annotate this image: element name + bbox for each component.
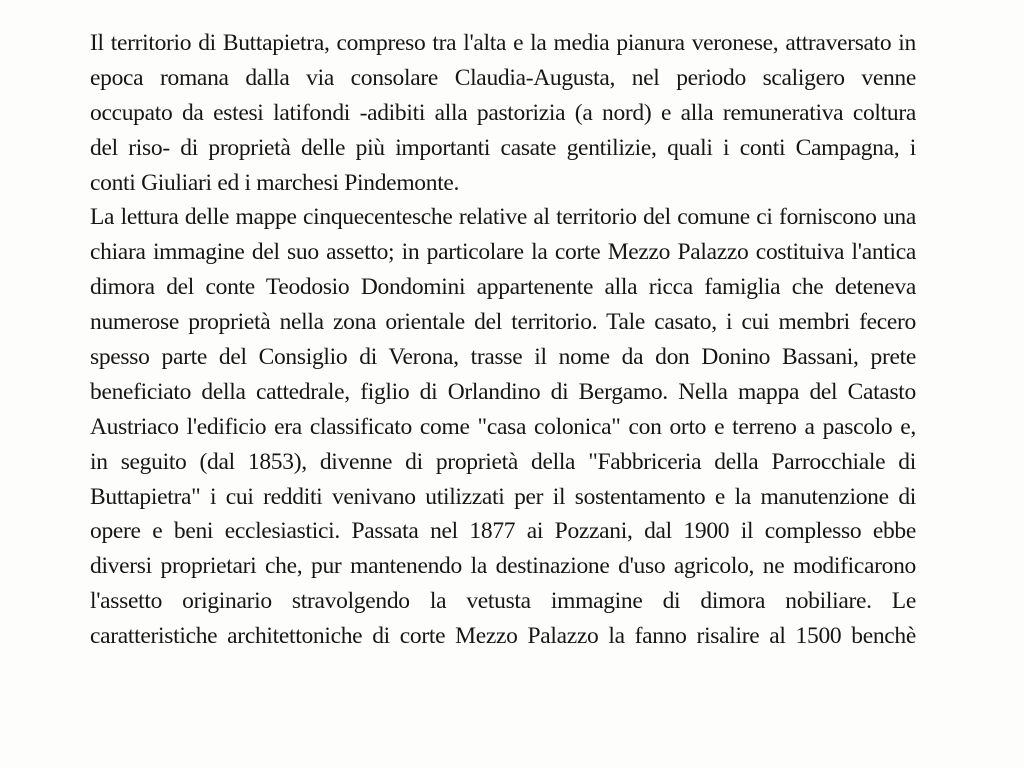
text-line: La lettura delle mappe cinquecentesche relative al territorio del comune ci forniscono una	[90, 204, 916, 231]
text-line: Austriaco l'edificio era classificato come "casa colonica" con orto e terreno a pascolo e,	[90, 413, 916, 440]
text-line: numerose proprietà nella zona orientale del territorio. Tale casato, i cui membri fecero	[90, 309, 916, 336]
text-line: caratteristiche architettoniche di corte Mezzo Palazzo la fanno risalire al 1500 benchè	[90, 623, 916, 650]
text-line: chiara immagine del suo assetto; in particolare la corte Mezzo Palazzo costituiva l'antica	[90, 239, 916, 266]
paragraph-2	[90, 200, 916, 654]
text-line: conti Giuliari ed i marchesi Pindemonte.	[90, 169, 460, 196]
paragraph-1	[90, 26, 916, 200]
text-line: epoca romana dalla via consolare Claudia-Augusta, nel periodo scaligero venne	[90, 64, 916, 91]
text-line: dimora del conte Teodosio Dondomini appartenente alla ricca famiglia che deteneva	[90, 274, 916, 301]
document-body	[90, 26, 916, 654]
text-line: in seguito (dal 1853), divenne di proprietà della "Fabbriceria della Parrocchiale di	[90, 448, 916, 475]
text-line: del riso- di proprietà delle più importanti casate gentilizie, quali i conti Campagna, i	[90, 134, 916, 161]
text-line: occupato da estesi latifondi -adibiti alla pastorizia (a nord) e alla remunerativa coltura	[90, 99, 916, 126]
text-line: beneficiato della cattedrale, figlio di Orlandino di Bergamo. Nella mappa del Catasto	[90, 378, 916, 405]
text-line: Buttapietra" i cui redditi venivano utilizzati per il sostentamento e la manutenzione di	[90, 483, 916, 510]
text-line: opere e beni ecclesiastici. Passata nel 1877 ai Pozzani, dal 1900 il complesso ebbe	[90, 518, 916, 545]
text-line: Il territorio di Buttapietra, compreso tra l'alta e la media pianura veronese, attraversato in	[90, 30, 916, 56]
text-line: l'assetto originario stravolgendo la vetusta immagine di dimora nobiliare. Le	[90, 588, 916, 615]
text-line: spesso parte del Consiglio di Verona, trasse il nome da don Donino Bassani, prete	[90, 344, 916, 371]
text-line: diversi proprietari che, pur mantenendo la destinazione d'uso agricolo, ne modificarono	[90, 553, 916, 580]
